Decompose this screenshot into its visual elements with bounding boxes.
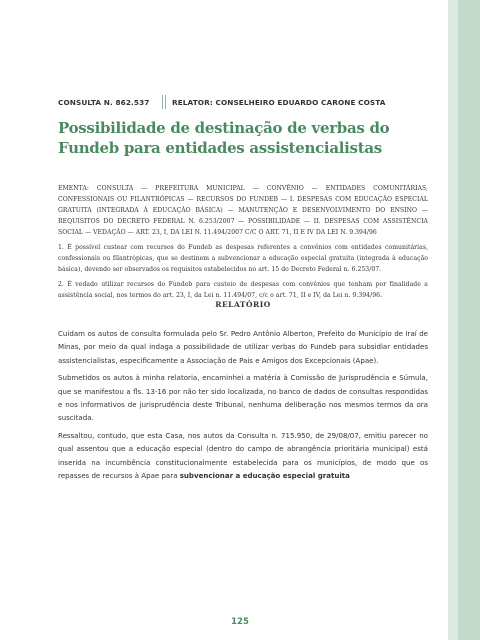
ementa-item-2: 2. É vedado utilizar recursos do Fundeb para custeio de despesas com convênios que tenham por finalidade a assistência social, nos termos do art. 23, I, da Lei n. 11.494/07, c/c o art. 71, II e IV, da Lei n. 9.394/96. <box>58 281 428 299</box>
consulta-number: CONSULTA N. 862.537 <box>58 98 150 107</box>
paragraph-3-bold-text: subvencionar a educação especial gratuita <box>179 471 350 481</box>
paragraph-3-text: Ressaltou, contudo, que esta Casa, nos autos da Consulta n. 715.950, de 29/08/07, emitiu parecer no qual assentou que a educação especial (dentro do campo de abrangência prioritária municipal) está inserida na incumbência constitucionalmente estabelecida para os municípios, de modo que os repasses de recursos à Apae para <box>58 430 428 481</box>
ementa-item-1: 1. É possível custear com recursos do Fundeb as despesas referentes a convênios com entidades comunitárias, confessionais ou filantrópicas, que se destinem a subvencionar a educação especial gratuita (integrada à educação básica), devendo ser observados os requisitos estabelecidos no art. 15 do Decreto Federal n. 6.253/07. <box>58 244 428 273</box>
relatorio-heading: RELATÓRIO <box>215 300 271 309</box>
ementa-text: EMENTA: CONSULTA — PREFEITURA MUNICIPAL — CONVÊNIO — ENTIDADES COMUNITÁRIAS, CONFESSIONAIS OU FILANTRÓPICAS — RECURSOS DO FUNDEB — I. DESPESAS COM EDUCAÇÃO ESPECIAL GRATUITA (INTEGRADA À EDUCAÇÃO BÁSICA) — MANUTENÇÃO E DESENVOLVIMENTO DO ENSINO — REQUISITOS DO DECRETO FEDERAL N. 6.253/2007 — POSSIBILIDADE — II. DESPESAS COM ASSISTÊNCIA SOCIAL — VEDAÇÃO — ART. 23, I, DA LEI N. 11.494/2007 C/C O ART. 71, II E IV DA LEI N. 9.394/96 <box>58 185 428 236</box>
relator-name: RELATOR: CONSELHEIRO EDUARDO CARONE COSTA <box>172 98 386 107</box>
document-title: Possibilidade de destinação de verbas do Fundeb para entidades assistencialistas <box>58 119 390 157</box>
consulta-header <box>58 95 428 111</box>
relatorio-body <box>58 327 428 486</box>
side-band-inner <box>448 0 458 640</box>
relatorio-paragraph-2: Submetidos os autos à minha relatoria, encaminhei a matéria à Comissão de Jurisprudência e Súmula, que se manifestou a fls. 13-16 por não ter sido localizada, no banco de dados de consultas respondidas e nos informativos de jurisprudência deste Tribunal, nenhuma deliberação nos mesmos termos da ora suscitada. <box>58 373 428 423</box>
page-number: 125 <box>231 617 249 627</box>
relatorio-paragraph-3 <box>58 429 428 483</box>
header-separator <box>162 95 168 109</box>
decorative-side-band <box>448 0 480 640</box>
ementa-block <box>58 183 428 301</box>
relatorio-paragraph-1: Cuidam os autos de consulta formulada pelo Sr. Pedro Antônio Alberton, Prefeito do Município de Iraí de Minas, por meio da qual indaga a possibilidade de utilizar verbas do Fundeb para subsidiar entidades assistencialistas, especificamente a Associação de Pais e Amigos dos Excepcionais (Apae). <box>58 329 428 365</box>
